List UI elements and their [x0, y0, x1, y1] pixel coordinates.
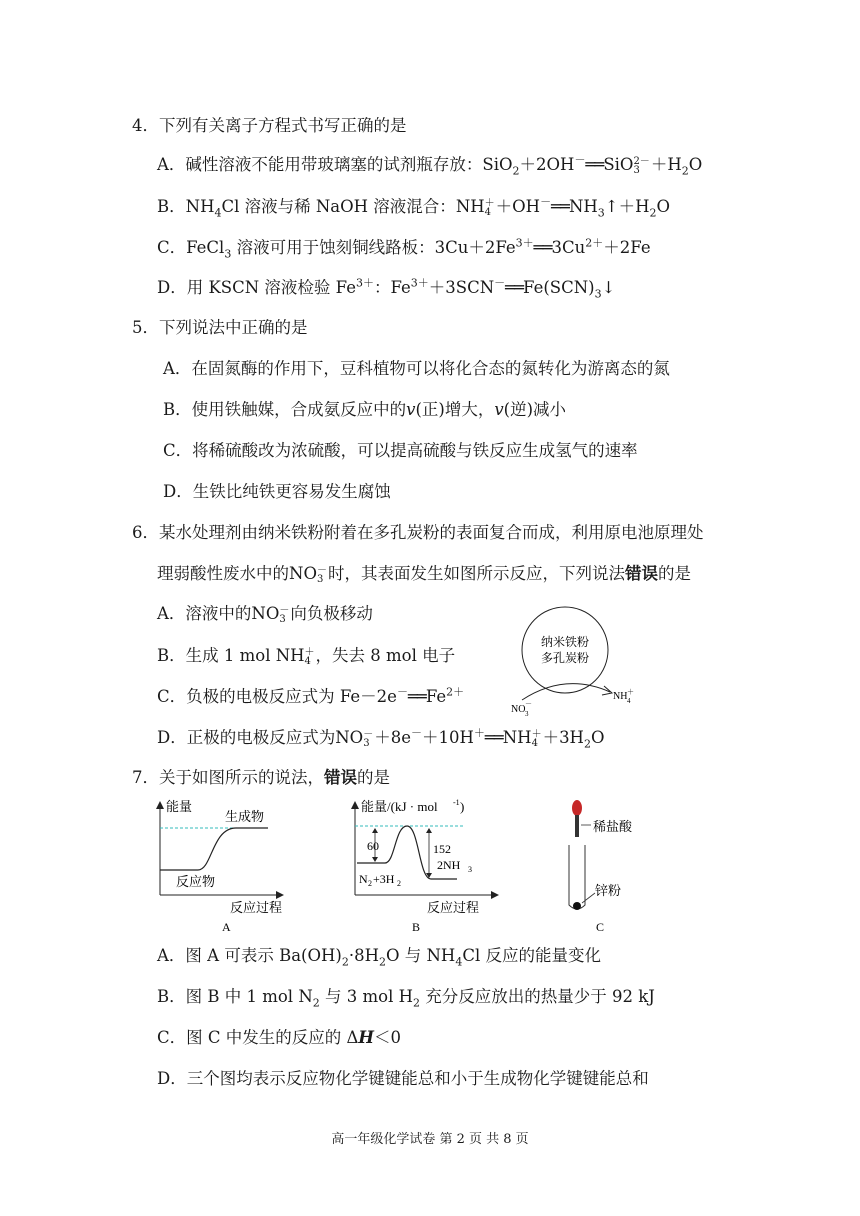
svg-text:NO: NO	[511, 704, 526, 715]
svg-text:2: 2	[368, 879, 372, 888]
q6-option-b: B．生成 1 mol NH ＋ 4 ，失去 8 mol 电子	[157, 646, 456, 667]
svg-text:能量: 能量	[166, 799, 193, 814]
svg-text:3: 3	[525, 710, 529, 718]
q6-electrode-diagram	[500, 600, 650, 720]
svg-text:稀盐酸: 稀盐酸	[593, 819, 633, 834]
q7-option-b: B．图 B 中 1 mol $N_2$ 与 3 mol $H_2$ 充分反应放出的热量少于 92 kJ	[157, 987, 655, 1010]
svg-text:N: N	[359, 872, 368, 886]
q7-option-d: D．三个图均表示反应物化学键键能总和小于生成物化学键键能总和	[157, 1069, 649, 1088]
svg-text:-1: -1	[453, 798, 460, 807]
svg-text:锌粉: 锌粉	[595, 883, 622, 898]
svg-text:反应过程: 反应过程	[230, 900, 283, 915]
q5-option-b: B．使用铁触媒，合成氨反应中的v(正)增大，v(逆)减小	[163, 400, 567, 419]
q7-figure-c	[555, 795, 665, 940]
q7-option-c: C．图 C 中发生的反应的 ΔH＜0	[157, 1028, 401, 1047]
svg-text:+3H: +3H	[373, 872, 395, 886]
q6-stem-line2: 理弱酸性废水中的NO － 3 时，其表面发生如图所示反应，下列说法错误的是	[157, 564, 691, 585]
q7-stem: 7．关于如图所示的说法，错误的是	[132, 768, 390, 787]
q7-figure-a	[150, 795, 290, 940]
q4-option-b: B．$NH_4Cl$ 溶液与稀 NaOH 溶液混合：NH ＋ 4 $+OH^-══NH_3↑+H_2O$	[157, 195, 671, 220]
svg-text:多孔炭粉: 多孔炭粉	[540, 651, 590, 665]
q6-stem-line1: 6．某水处理剂由纳米铁粉附着在多孔炭粉的表面复合而成，利用原电池原理处	[132, 523, 704, 542]
svg-text:反应物: 反应物	[176, 874, 216, 889]
q7-figure-b	[345, 795, 505, 940]
svg-text:152: 152	[433, 842, 451, 856]
svg-text:): )	[460, 799, 465, 814]
q5-stem: 5．下列说法中正确的是	[132, 318, 308, 337]
q5-option-a: A．在固氮酶的作用下，豆科植物可以将化合态的氮转化为游离态的氮	[163, 359, 670, 378]
q7-option-a: A．图 A 可表示 $Ba(OH)_2\cdot 8H_2O$ 与 $NH_4Cl$ 反应的能量变化	[157, 946, 601, 969]
svg-text:能量/(kJ · mol: 能量/(kJ · mol	[361, 799, 438, 814]
svg-text:－: －	[525, 700, 532, 708]
q4-option-a: A．碱性溶液不能用带玻璃塞的试剂瓶存放：SiO$_2$＋2OH－══SiO 2－ 3 $+H_2O$	[157, 153, 703, 178]
q6-option-d: D．正极的电极反应式为NO － 3 ＋8e－＋10H＋══NH ＋ 4 $+3H_2O$	[157, 726, 605, 751]
svg-text:60: 60	[367, 839, 379, 853]
svg-text:B: B	[412, 920, 421, 934]
q6-option-a: A．溶液中的NO － 3 向负极移动	[157, 604, 373, 625]
svg-text:2: 2	[397, 879, 401, 888]
svg-text:4: 4	[627, 697, 631, 705]
svg-text:＋: ＋	[627, 688, 634, 696]
svg-text:3: 3	[468, 865, 472, 874]
svg-text:反应过程: 反应过程	[427, 900, 480, 915]
q5-option-c: C．将稀硫酸改为浓硫酸，可以提高硫酸与铁反应生成氢气的速率	[163, 441, 638, 460]
svg-text:纳米铁粉: 纳米铁粉	[540, 635, 590, 649]
page-footer: 高一年级化学试卷 第 2 页 共 8 页	[331, 1132, 529, 1147]
svg-text:2NH: 2NH	[437, 858, 461, 872]
svg-text:C: C	[596, 920, 605, 934]
q4-option-d: D．用 KSCN 溶液检验 $Fe^{3+}$：$Fe^{3+}+3SCN^-══Fe(SCN)_3↓$	[157, 276, 616, 301]
q4-option-c: C．FeCl$_3$ 溶液可用于蚀刻铜线路板：$3Cu+2Fe^{3+}══3Cu^{2+}+2Fe$	[157, 236, 651, 261]
svg-text:生成物: 生成物	[225, 809, 265, 824]
q5-option-d: D．生铁比纯铁更容易发生腐蚀	[163, 482, 391, 501]
svg-text:NH: NH	[613, 691, 628, 702]
q6-option-c: C．负极的电极反应式为 $Fe-2e^-══Fe^{2+}$	[157, 685, 465, 706]
q4-stem: 4．下列有关离子方程式书写正确的是	[132, 116, 407, 135]
svg-text:A: A	[222, 920, 231, 934]
